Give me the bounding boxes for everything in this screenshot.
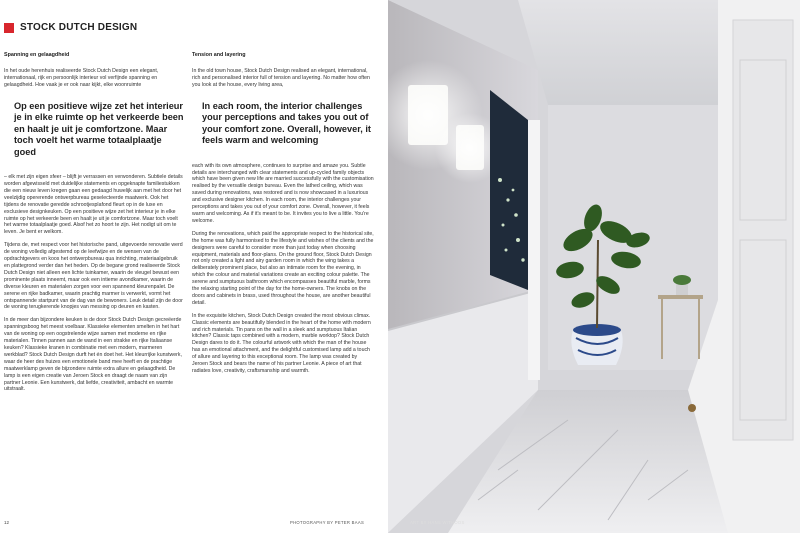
dutch-paragraph: In de meer dan bijzondere keuken is de door Stock Dutch Design gecreëerde spanningsboog het meest voelbaar. Klassieke elementen smelten in het hart van de woning op een oogstrelende wijze samen met moderne en rijke materialen. Tinnen pannen aan de wand in een strakke en rijke Italiaanse keuken? Klassieke kranen in combinatie met een modern, marmeren werkblad? Stock Dutch Design durft het én doet het. Het kleurrijke kunstwerk, waar de heer des huizes een emotionele band mee heeft en de prachtige maatwerklamp geven de bijzondere ruimte extra allure en gelaagdheid. De lamp is een eigen creatie van Jeroen Stock en draagt de naam van zijn partner Leonie. Een kunstwerk, dat liefde, creativiteit, ambacht en warmte uitstraalt. <box>4 317 182 393</box>
dutch-intro: In het oude herenhuis realiseerde Stock Dutch Design een elegant, internationaal, rijk en persoonlijk interieur vol verfijnde spanning en gelaagdheid. Hoe vaak je er ook naar kijkt, elke woonruimte <box>4 67 159 88</box>
page-number: 12 <box>4 520 10 525</box>
english-paragraph: In the exquisite kitchen, Stock Dutch Design created the most obvious climax. Classic elements are beautifully blended in the heart of the home with modern and rich materials. Tin pans on the wall in a sleek and sumptuous Italian kitchen? Classic taps combined with a modern, marble worktop? Stock Dutch Design dares to do it. The colourful artwork with which the man of the house has an emotional attachment, and the delightful customised lamp add a touch of allure and layering to this exceptional room. The lamp was created by Jeroen Stock and bears the name of his partner Leonie. A piece of art that radiates love, creativity, craftsmanship and warmth. <box>192 312 371 374</box>
art-credit: ART BY HANS WITHOOS <box>410 520 465 525</box>
hallway-photo <box>388 0 800 533</box>
english-column <box>192 52 374 381</box>
english-paragraph: each with its own atmosphere, continues to surprise and amaze you. Subtle details are interchanged with clear statements and up-cycled family objects which have been given new life are married successfully with the customisation realised by the versatile design bureau. Even the lathed ceiling, which was saved during renovations, was restored and is now showcased in a luxurious and exclusive designer kitchen. In each room, the interior challenges your perceptions and takes you out of your comfort zone. Overall, however, it feels warm and welcoming. As if it's meant to be. It invites you to live a little. You're welcome. <box>192 162 374 224</box>
dutch-paragraph: Tijdens de, met respect voor het historische pand, uitgevoerde renovatie werd de woning volledig afgestemd op de leefwijze en de wensen van de opdrachtgevers en koos het ontwerpbureau qua inrichting, materiaalgebruik en plattegrond verder dan het heden. Op de begane grond realiseerde Stock Dutch Design niet alleen een lichte tuinkamer, waarin de vleugel bewust een prominente plaats inneemt, maar ook een intieme avondkamer, waarin de diverse kleuren en materialen zorgen voor een spannend kleurenpalet. De serene en rijke badkamer, waarin prachtig marmer is verwerkt, vormt het ontspannende startpunt van de dag van de bewoners. Leuk detail zijn de door de woning terugkerende knopjes van messing op deuren en kasten. <box>4 242 183 311</box>
english-intro: In the old town house, Stock Dutch Design realised an elegant, international, rich and personalised interior full of tension and layering. No matter how often you look at the house, every living area, <box>192 67 370 88</box>
section-header <box>4 22 137 33</box>
dutch-column <box>4 52 184 399</box>
red-square-marker <box>4 23 14 33</box>
english-paragraph: During the renovations, which paid the appropriate respect to the historical site, the home was fully harmonised to the lifestyle and wishes of the clients and the designers were careful to consider more than just today when choosing equipment, materials and floor-plans. On the ground floor, Stock Dutch Design not only created a light and airy garden room in which the wing takes a deliberately prominent place, but also an intimate room for the evening, in which the colour and material variations create an exciting colour palette. The serene and sumptuous bathroom which encompasses beautiful marble, forms the relaxing starting point of the day for the home-owners. The knobs on the doors and cabinets in brass, used throughout the house, are another beautiful detail. <box>192 230 374 306</box>
magazine-left-page <box>0 0 388 533</box>
english-pull-quote: In each room, the interior challenges your perceptions and takes you out of your comfort zone. Overall, however, it feels warm and welcoming <box>202 100 371 146</box>
dutch-subtitle: Spanning en gelaagdheid <box>4 52 70 58</box>
section-title: STOCK DUTCH DESIGN <box>20 22 138 33</box>
english-subtitle: Tension and layering <box>192 52 246 58</box>
dutch-pull-quote: Op een positieve wijze zet het interieur je in elke ruimte op het verkeerde been en haalt je uit je comfortzone. Maar toch voelt het warme totaalplaatje goed <box>14 100 184 157</box>
dutch-paragraph: – elk met zijn eigen sfeer – blijft je verrassen en verwonderen. Subtiele details worden afgewisseld met duidelijke statements en opgeknapte familiestukken die een nieuw leven kregen gaan een gedaagd huwelijk aan met het door het veelzijdig opererende ontwerpbureau geselecteerde maatwerk. Ook het tijdens de renovatie geredde schrootjesplafond fleurt op in de luxe en exclusieve designkeuken. Op een positieve wijze zet het interieur je in elke ruimte op het verkeerde been en haalt je uit je comfortzone. Maar toch voelt het warme totaalplaatje goed. Alsof het zo hoort te zijn. Het nodigt uit om te leven. Je bent er welkom. <box>4 174 183 236</box>
photo-credit: PHOTOGRAPHY BY PETER BAAS <box>290 520 365 525</box>
